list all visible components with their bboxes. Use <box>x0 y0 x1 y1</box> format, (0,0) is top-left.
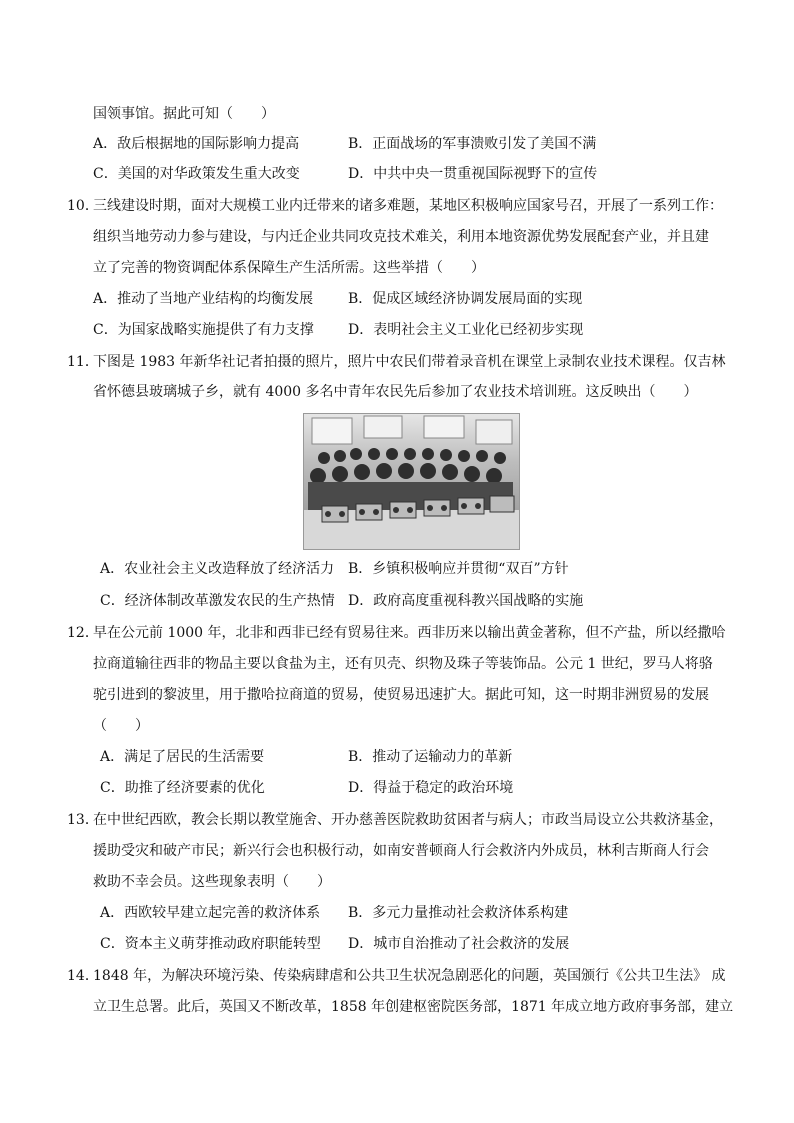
q12-option-d: D．得益于稳定的政治环境 <box>348 780 514 796</box>
q10-option-a: A．推动了当地产业结构的均衡发展 <box>93 291 314 307</box>
q13-number: 13． <box>67 812 99 828</box>
q12-option-c: C．助推了经济要素的优化 <box>100 780 265 796</box>
q13-text-line-2: 援助受灾和破产市民；新兴行会也积极行动，如南安普顿商人行会救济内外成员，林利吉斯商人行会 <box>93 843 709 859</box>
q10-text-line-3: 立了完善的物资调配体系保障生产生活所需。这些举措（ ） <box>93 260 485 276</box>
q14-text-line-2: 立卫生总署。此后，英国又不断改革，1858 年创建枢密院医务部，1871 年成立地方政府事务部，建立 <box>93 999 734 1015</box>
q9-option-c: C．美国的对华政策发生重大改变 <box>93 166 300 182</box>
q12-text-line-3: 驼引进到的黎波里，用于撒哈拉商道的贸易，使贸易迅速扩大。据此可知，这一时期非洲贸易的发展 <box>93 687 709 703</box>
q10-option-c: C．为国家战略实施提供了有力支撑 <box>93 322 314 338</box>
q11-option-b: B．乡镇积极响应并贯彻“双百”方针 <box>348 561 569 577</box>
q13-option-a: A．西欧较早建立起完善的救济体系 <box>100 905 321 921</box>
q10-option-b: B．促成区域经济协调发展局面的实现 <box>348 291 583 307</box>
q11-option-c: C．经济体制改革激发农民的生产热情 <box>100 593 335 609</box>
q14-number: 14． <box>67 968 99 984</box>
q9-option-d: D．中共中央一贯重视国际视野下的宣传 <box>348 166 598 182</box>
q10-number: 10． <box>67 198 99 214</box>
q12-text-line-2: 拉商道输往西非的物品主要以食盐为主，还有贝壳、织物及珠子等装饰品。公元 1 世纪，罗马人将骆 <box>93 656 713 672</box>
q11-option-d: D．政府高度重视科教兴国战略的实施 <box>348 593 584 609</box>
q11-text-line-1: 下图是 1983 年新华社记者拍摄的照片，照片中农民们带着录音机在课堂上录制农业技术课程。仅吉林 <box>93 354 726 370</box>
q12-option-b: B．推动了运输动力的革新 <box>348 749 513 765</box>
q12-number: 12． <box>67 625 99 641</box>
q9-text-line: 国领事馆。据此可知（ ） <box>93 106 275 122</box>
q13-text-line-3: 救助不幸会员。这些现象表明（ ） <box>93 874 331 890</box>
q11-option-a: A．农业社会主义改造释放了经济活力 <box>100 561 335 577</box>
q13-text-line-1: 在中世纪西欧，教会长期以教堂施舍、开办慈善医院救助贫困者与病人；市政当局设立公共救济基金， <box>93 812 723 828</box>
q13-option-b: B．多元力量推动社会救济体系构建 <box>348 905 569 921</box>
q10-text-line-1: 三线建设时期，面对大规模工业内迁带来的诸多难题，某地区积极响应国家号召，开展了一系列工作： <box>93 198 723 214</box>
q12-option-a: A．满足了居民的生活需要 <box>100 749 265 765</box>
q13-option-d: D．城市自治推动了社会救济的发展 <box>348 936 570 952</box>
q11-number: 11． <box>67 354 99 370</box>
q10-text-line-2: 组织当地劳动力参与建设，与内迁企业共同攻克技术难关，利用本地资源优势发展配套产业，并且建 <box>93 229 709 245</box>
q10-option-d: D．表明社会主义工业化已经初步实现 <box>348 322 584 338</box>
q12-text-line-4: （ ） <box>93 718 149 734</box>
classroom-photo <box>303 413 520 550</box>
q11-text-line-2: 省怀德县玻璃城子乡，就有 4000 多名中青年农民先后参加了农业技术培训班。这反映出（ ） <box>93 384 698 400</box>
q14-text-line-1: 1848 年，为解决环境污染、传染病肆虐和公共卫生状况急剧恶化的问题，英国颁行《公共卫生法》 成 <box>93 968 726 984</box>
q9-option-a: A．敌后根据地的国际影响力提高 <box>93 136 300 152</box>
q9-option-b: B．正面战场的军事溃败引发了美国不满 <box>348 136 597 152</box>
q13-option-c: C．资本主义萌芽推动政府职能转型 <box>100 936 321 952</box>
q12-text-line-1: 早在公元前 1000 年，北非和西非已经有贸易往来。西非历来以输出黄金著称，但不产盐，所以经撒哈 <box>93 625 726 641</box>
